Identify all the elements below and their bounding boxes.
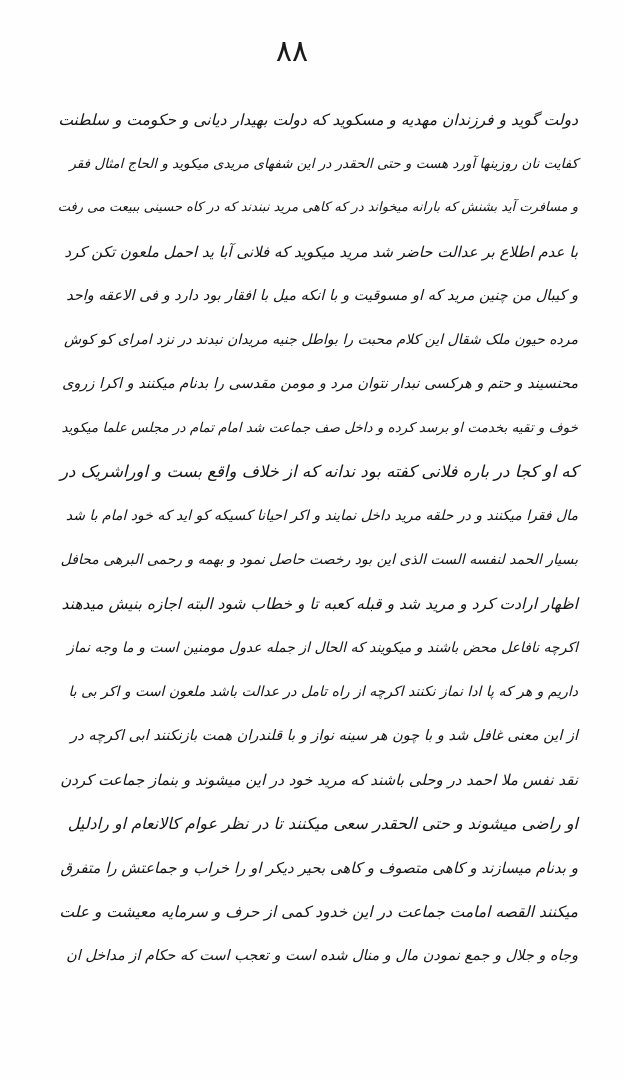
text-line-6: مرده حیون ملک شقال این کلام محبت را بواطل جنیه مریدان نبدند در نزد امرای کو کوش: [63, 332, 578, 348]
text-line-4: با عدم اطلاع بر عدالت حاضر شد مرید میکوید که فلانی آبا ید احمل ملعون تکن کرد: [64, 243, 578, 261]
text-line-11: بسیار الحمد لنفسه الست الذی این بود رخصت حاصل نمود و بهمه و رحمی البرهی محافل: [60, 552, 578, 568]
text-line-15: از این معنی غافل شد و با چون هر سینه نواز و با قلندران همت بازنکنند ابی اکرچه در: [70, 728, 578, 744]
text-line-20: وجاه و جلال و جمع نمودن مال و منال شده است و تعجب است که حکام از مداخل ان: [66, 948, 578, 964]
page-number: ۸۸: [275, 34, 309, 69]
manuscript-text-block: [58, 100, 578, 1000]
text-line-17: او راضی میشوند و حتی الحقدر سعی میکنند تا در نظر عوام کالانعام او رادلیل: [67, 814, 578, 833]
text-line-1: دولت گوید و فرزندان مهدیه و مسکوید که دولت بهیدار دیانی و حکومت و سلطنت: [58, 111, 578, 129]
text-line-12: اظهار ارادت کرد و مرید شد و قبله کعبه تا و خطاب شود البته اجازه بنیش میدهند: [61, 595, 578, 613]
text-line-10: مال فقرا میکنند و در حلقه مرید داخل نمایند و اکر احیانا کسیکه کو اید که خود امام با شد: [65, 508, 578, 524]
text-line-5: و کیبال من چنین مرید که او مسوقیت و با انکه میل با افقار بود دارد و فی الاعقه واحد: [66, 288, 578, 304]
text-line-9: که او کجا در باره فلانی کفته بود ندانه که از خلاف واقع بست و اوراشریک در: [60, 462, 578, 481]
text-line-8: خوف و تقیه بخدمت او برسد کرده و داخل صف جماعت شد امام تمام در مجلس علما میکوید: [61, 420, 578, 436]
text-line-18: و بدنام میسازند و کاهی متصوف و کاهی بحیر دیکر او را خراب و جماعتش را متفرق: [60, 859, 578, 877]
text-line-16: نقد نفس ملا احمد در وحلی باشند که مرید خود در این میشوند و بنماز جماعت کردن: [60, 771, 578, 789]
text-line-2: کفایت نان روزینها آورد هست و حتی الحقدر در این شفهای مریدی میکوید و الحاج امثال فقر: [69, 156, 578, 172]
text-line-7: محنسیند و حتم و هرکسی نبدار نتوان مرد و مومن مقدسی را بدنام میکنند و اکرا زروی: [62, 376, 578, 392]
text-line-3: و مسافرت آید بشنش که بارانه میخواند در که کاهی مرید نبندند که در کاه حسینی ببیعت می رفت: [57, 200, 578, 215]
text-line-19: میکنند القصه امامت جماعت در این خدود کمی از حرف و سرمایه معیشت و علت: [59, 903, 578, 921]
text-line-14: داریم و هر که پا ادا نماز نکنند اکرچه از راه تامل در عدالت باشد ملعون است و اکر بی با: [68, 684, 578, 700]
text-line-13: اکرچه نافاعل محض باشند و میکویند که الحال از جمله عدول مومنین است و ما وجه نماز: [67, 640, 578, 656]
